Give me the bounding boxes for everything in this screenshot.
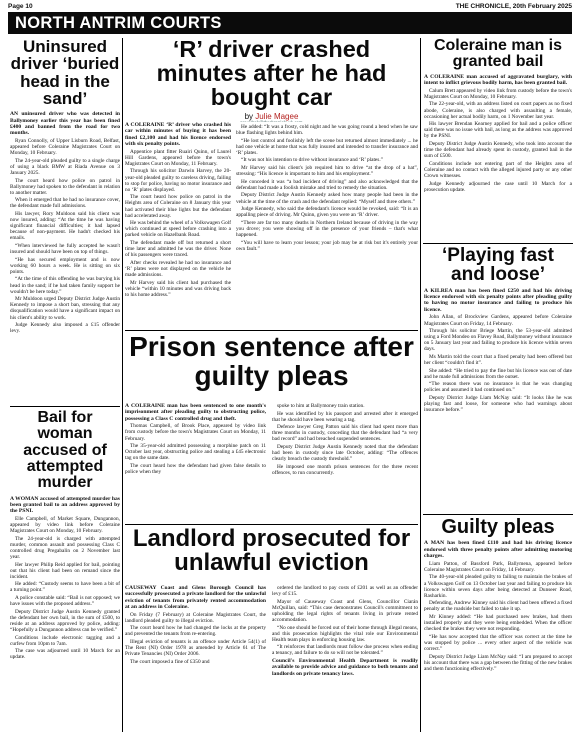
article-coleraine-bail [424,38,572,242]
paragraph: Defending, Andrew Kinney said his client had been offered a fixed penalty at the roadside but failed to take it up. [424,600,572,613]
divider-right-2 [423,514,573,515]
paragraph: Calum Brett appeared by video link from custody before the town's Magistrates Court on Monday, 10 February. [424,87,572,100]
paragraph: When it emerged that he had no insurance cover, the defendant made full admissions. [10,197,120,210]
lead: A COLERAINE man accused of aggravated burglary, with intent to inflict grievous bodily harm, has been granted bail. [424,73,572,86]
paragraph: Through his solicitor Darwin Harvey, the 20-year-old pleaded guilty to careless driving, failing to stop for police, having no motor insurance and no ‘R’ plates displayed. [125,168,231,193]
paragraph: Mr Harvey said his client had purchased the vehicle “within 10 minutes and was driving back to his home address.” [125,279,231,298]
paragraph: The court heard how he had changed the locks at the property and prevented the tenants from re-entering. [125,625,266,638]
page-header [8,3,572,12]
article-landlord-left [125,585,266,732]
column-rule-right [420,38,421,732]
paragraph: Deputy District Judge Austin Kennedy, who took into account the time the defendant had already spent in custody, granted bail in the sum of £500. [424,140,572,160]
article-playing-fast-and-loose [424,246,572,512]
paragraph: The court imposed a fine of £350 and [130,658,210,665]
paragraph: He added: “Custody seems to have been a bit of a turning point.” [10,581,120,594]
column-rule-left [122,38,123,732]
paragraph: Elle Campbell, of Market Square, Dungannon, appeared by video link before Coleraine Magistrates Court on Monday, 10 February. [10,515,120,535]
divider-center-1 [125,330,418,331]
article-prison-sentence-right [272,403,418,523]
paper-date: THE CHRONICLE, 20th February 2025 [455,3,572,10]
paragraph: Mr Muldoon urged Deputy District Judge Austin Kennedy to impose a short ban, stressing that any disqualification would have a significant impact on his client's ability to work. [10,296,120,321]
paragraph: Her lawyer Philip Reid applied for bail, pointing out that his client had been on remand since the incident. [10,561,120,580]
lead: A MAN has been fined £110 and had his driving licence endorsed with three penalty points after admitting motoring charges. [424,540,572,559]
paragraph: The 24-year-old pleaded guilty to a single charge of using a black BMW at Riada Avenue on 3 January 2025. [10,157,120,176]
paragraph: “There are far too many deaths in Northern Ireland because of driving in the way you drove; you were showing off in the presence of your friends – that's what happened. [236,219,418,238]
headline: Coleraine man is granted bail [433,38,563,71]
paragraph: Appentice plant fitter Ruairi Quinn, of Laurel Hill Gardens, appeared before the town's Magistrates Court on Monday, 11 February. [125,148,231,167]
paragraph: Mr Kinney added: “He had purchased new brakes, had them installed properly and they were being embedded. When the officer checked the brakes they were not responding. [424,614,572,633]
paragraph: He conceded it was “a bad incident of driving” and also acknowledged that the defendant had made a foolish mistake and tried to remedy the situation. [236,178,418,191]
paragraph: “He lost control and foolishly left the scene but returned almost immediately ... he had one vehicle at home that was fully insured and intended to transfer insurance and ‘R’ plates. [236,137,418,156]
paragraph: “He has now accepted that the officer was correct at the time he was stopped by police ... every other aspect of the vehicle was correct.” [424,633,572,652]
paragraph: Judge Kennedy also imposed a £15 offender levy. [10,322,120,335]
paragraph: The court heard how police on patrol in Ballymoney had spoken to the defendant in relation to another matter. [10,177,120,196]
paragraph: The court heard how police on patrol in the Heights area of Coleraine on 8 January this year had activated their blue lights but the defendant had accelerated away. [125,194,231,219]
paragraph: “No one should be forced out of their home through illegal means, and this prosecution highlights the vital role our Environmental Health team plays in enforcing housing law. [272,624,418,643]
lead: A COLERAINE man has been sentenced to one month's imprisonment after pleading guilty to obstructing police, possessing a Class C controlled drug and theft. [125,403,266,422]
paragraph: The defendant made off but returned a short time later and admitted he was the driver. None of his passengers were traced. [125,240,231,259]
divider-center-2 [125,524,418,525]
paragraph: The 35-year-old admitted possessing a morphine patch on 11 October last year, obstructing police and stealing a £45 electronic tag on the same date. [125,443,266,462]
headline: ‘R’ driver crashed minutes after he had bought car [156,38,387,110]
article-prison-sentence-header [125,333,418,403]
paragraph: The 24-year-old is charged with attempted murder, common assault and possessing Class C controlled drug Pregabalin on 2 November last year. [10,535,120,561]
paragraph: Judge Kennedy adjourned the case until 10 March for a prosecution update. [424,180,572,193]
paragraph: Mayor of Causeway Coast and Glens, Councillor Ciarán McQuillan, said: “This case demonstrates Council's commitment to upholding the legal rights of tenants living in private rented accommodation. [272,598,418,623]
headline: Bail for woman accused of attempted murder [23,410,107,492]
paragraph: “It reinforces that landlords must follow due process when ending a tenancy, and failure to do so will not be tolerated.” [272,644,418,657]
lead: AN uninsured driver who was detected in Ballymoney earlier this year has been fined £400 and banned from the road for two months. [10,111,120,137]
body [10,516,120,661]
divider-left [10,406,120,407]
paragraph: He added: “It was a frosty, cold night and he was going round a bend when he saw blue flashing lights behind him. [236,124,418,137]
article-landlord-right [272,585,418,732]
paragraph: He was behind the wheel of a Volkswagen Golf which continued at speed before crashing into a parked vehicle on Hazelbank Road. [125,220,231,239]
paragraph: Judge Kennedy, who said the defendant's licence would be revoked, said: “It is an appalling piece of driving. Mr Quinn, given you were an ‘R’ driver. [236,206,418,219]
paragraph: “He has secured employment and is now working 60 hours a week. He is sitting on six points. [10,256,120,275]
article-r-driver-left [125,122,231,328]
paragraph: The case was adjourned until 10 March for an update. [10,648,120,661]
paragraph: Deputy District Judge Austin Kennedy granted the defendant her own bail, in the sum of £500, to reside at an address approved by police, adding: “Hopefully a Dungannon address can be verified.” [10,608,120,634]
lead: A COLERAINE ‘R’ driver who crashed his car within minutes of buying it has been fined £2,100 and had his licence endorsed with six penalty points. [125,122,231,147]
paragraph: The 22-year-old, with an address listed on court papers as no fixed abode, Coleraine, is also charged with assaulting a female, occasioning her actual bodily harm, on 1 November last year. [424,101,572,120]
byline-name: Julie Magee [255,111,299,121]
body [10,138,120,334]
divider-right-1 [423,243,573,244]
paragraph: Deputy District Judge Liam McNay said: “I am prepared to accept his account that there was a gap between the fitting of the new brakes and them functioning effectively.” [424,653,572,672]
section-banner [8,12,572,34]
article-uninsured-driver [10,38,120,404]
paragraph: “You will have to learn your lesson; your job may be at risk but it's entirely your own fault.” [236,239,418,252]
paragraph: Deputy District Judge Liam McNay said: “It looks like he was playing fast and loose, for someone who had warnings about insurance before.” [424,395,572,414]
paragraph: He was identified by his passport and arrested after it emerged that he should have been wearing a tag. [272,410,418,423]
paragraph: spoke to him at Ballymoney train station. [277,403,365,409]
article-bail-attempted-murder [10,410,120,732]
paragraph: Ryan Connolly, of Upper Lisburn Road, Belfast, appeared before Coleraine Magistrates Court on Monday, 10 February. [10,138,120,157]
paragraph: She added: “He tried to pay the fine but his licence was out of date and he made full admissions from the outset. [424,367,572,380]
paragraph: After checks revealed he had no insurance and ‘R’ plates were not displayed on the vehicle he made admissions. [125,259,231,278]
paragraph: The court heard how the defendant had given false details to police when they [125,462,266,476]
article-guilty-pleas [424,517,572,732]
lead: CAUSEWAY Coast and Glens Borough Council has successfully prosecuted a private landlord for the unlawful eviction of tenants from privately rented accommodation at an address in Coleraine. [125,585,266,610]
paragraph: Deputy District Judge Austin Kennedy noted that the defendant had been in custody since late October, adding: “The offences clearly breach the custody threshold.” [272,444,418,463]
paragraph: Mr Harvey said his client's job required him to drive “at the drop of a hat”, stressing: “His licence is important to him and his employment.” [236,165,418,178]
paragraph: His lawyer, Rory Muldoon said his client was now insured, adding: “At the time he was having significant financial difficulties; it had lapsed because of non-payment. He hadn't checked his emails. [10,211,120,242]
section-title: NORTH ANTRIM COURTS [15,14,222,32]
paragraph: Conditions include electronic tagging and a curfew from 10pm to 7am. [10,634,120,647]
page-number: Page 10 [8,3,33,10]
paragraph: Defence lawyer Greg Patton said his client had spent more than three months in custody, conceding that the defendant had “a very bad record” and had breached suspended sentences. [272,424,418,443]
paragraph: Conditions include not entering part of the Heights area of Coleraine and no contact with the alleged injured party or any other Crown witnesses. [424,160,572,179]
paragraph: The 40-year-old pleaded guilty to failing to maintain the brakes of a Volkswagen Golf on 13 October last year and failing to produce his licence within seven days after being detected at Dunseer Road, Rasharkin. [424,574,572,599]
headline: Uninsured driver ‘buried head in the sand’ [10,38,120,108]
byline-prefix: by [244,111,254,121]
paragraph: ordered the landlord to pay costs of £201 as well as an offender levy of £15. [272,585,418,598]
article-prison-sentence-left [125,403,266,523]
paragraph: Liam Patton, of Bassford Park, Ballymena, appeared before Coleraine Magistrates Court on Friday, 14 February. [424,560,572,573]
article-landlord-header [125,527,418,585]
lead: A KILREA man has been fined £250 and had his driving licence endorsed with six penalty points after pleading guilty to having no motor insurance and failing to produce his licence. [424,287,572,313]
paragraph: Through his solicitor Briege Martin, the 53-year-old admitted using a Ford Mondeo on Flavey Road, Ballymoney without insurance on 5 January last year and failing to produce his licence within seven days. [424,328,572,353]
paragraph: Ms Martin told the court that a fixed penalty had been offered but her client “couldn't find it”. [424,354,572,367]
headline: ‘Playing fast and loose’ [442,246,554,286]
paragraph: Thomas Campbell, of Brook Place, appeared by video link from custody before the town's Magistrates Court on Monday, 11 February. [125,423,266,442]
paragraph: “At the time of this offending he was burying his head in the sand; if he had taken family support he wouldn't be here today.” [10,276,120,295]
paragraph: John Allan, of Brockview Gardens, appeared before Coleraine Magistrates Court on Friday, 14 February. [424,314,572,327]
paragraph: A police constable said: “Bail is not opposed; we have issues with the proposed address.” [10,595,120,608]
headline: Landlord prosecuted for unlawful eviction [132,527,411,577]
lead: A WOMAN accused of attempted murder has been granted bail to an address approved by the PSNI. [10,495,120,515]
paragraph: His lawyer Brendan Kearney applied for bail and a police officer said there was no issue with bail, as long as the address was approved by the PSNI. [424,121,572,140]
paragraph: “It was not his intention to drive without insurance and ‘R’ plates.” [241,157,384,164]
closing-note: Council's Environmental Health Department is readily available to provide advice and guidance to both tenants and landlords on private tenancy laws. [272,658,418,677]
article-r-driver-right [236,38,418,328]
headline: Prison sentence after guilty pleas [129,333,414,391]
headline: Guilty pleas [441,517,555,538]
paragraph: “When interviewed he fully accepted he wasn't insured and should have been on top of things. [10,243,120,256]
paragraph: He imposed one month prison sentences for the three recent offences, to run concurrently. [272,463,418,476]
paragraph: On Friday (7 February) at Coleraine Magistrates Court, the landlord pleaded guilty to illegal eviction. [125,611,266,624]
paragraph: Deputy District Judge Austin Kennedy asked how many people had been in the vehicle at the time of the crash and the defendant replied: “Myself and three others.” [236,192,418,205]
paragraph: “The reason there was no insurance is that he was changing policies and assumed it had continued on.” [424,381,572,394]
paragraph: Illegal eviction of tenants is an offence under Article 54(1) of The Rent (NI) Order 1978 as amended by Article 61 of The Private Tenancies (NI) Order 2006. [125,639,266,658]
